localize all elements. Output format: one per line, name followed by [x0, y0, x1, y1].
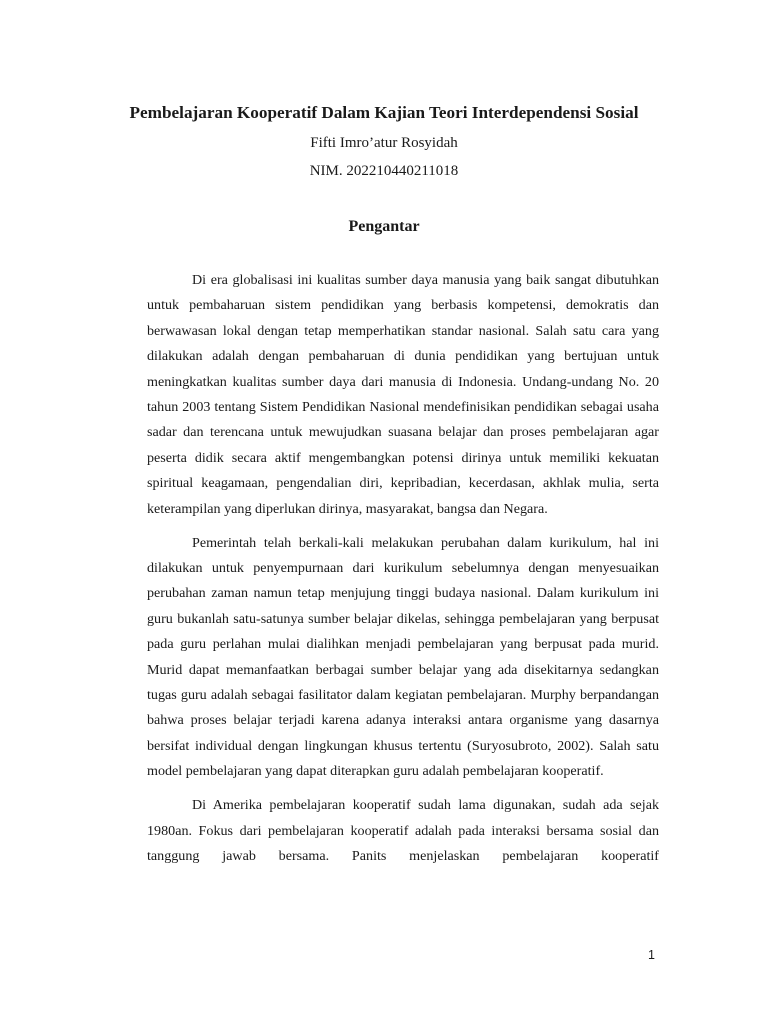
- author-name: Fifti Imro’atur Rosyidah: [310, 135, 458, 151]
- student-id: NIM. 202210440211018: [309, 163, 459, 179]
- section-heading: Pengantar: [348, 218, 420, 235]
- document-title: Pembelajaran Kooperatif Dalam Kajian Teori Interdependensi Sosial: [129, 103, 639, 122]
- body-text: [147, 268, 659, 878]
- page-number: 1: [648, 948, 655, 962]
- paragraph-1: Di era globalisasi ini kualitas sumber daya manusia yang baik sangat dibutuhkan untuk pembaharuan sistem pendidikan yang berbasis kompetensi, demokratis dan berwawasan lokal dengan tetap memperhatikan standar nasional. Salah satu cara yang dilakukan adalah dengan pembaharuan di dunia pendidikan yang bertujuan untuk meningkatkan kualitas sumber daya dari manusia di Indonesia. Undang-undang No. 20 tahun 2003 tentang Sistem Pendidikan Nasional mendefinisikan pendidikan sebagai usaha sadar dan terencana untuk mewujudkan suasana belajar dan proses pembelajaran agar peserta didik secara aktif mengembangkan potensi dirinya untuk memiliki kekuatan spiritual keagamaan, pengendalian diri, kepribadian, kecerdasan, akhlak mulia, serta keterampilan yang diperlukan dirinya, masyarakat, bangsa dan Negara.: [147, 272, 659, 517]
- paragraph-3: Di Amerika pembelajaran kooperatif sudah lama digunakan, sudah ada sejak 1980an. Fokus dari pembelajaran kooperatif adalah pada interaksi bersama sosial dan tanggung jawab bersama. Panits menjelaskan pembelajaran kooperatif: [147, 797, 659, 864]
- paragraph-2: Pemerintah telah berkali-kali melakukan perubahan dalam kurikulum, hal ini dilakukan untuk penyempurnaan dari kurikulum sebelumnya dengan menyesuaikan perubahan zaman namun tetap menjujung tinggi budaya nasional. Dalam kurikulum ini guru bukanlah satu-satunya sumber belajar dikelas, sehingga pembelajaran yang berpusat pada guru perlahan mulai dialihkan menjadi pembelajaran yang berpusat pada murid. Murid dapat memanfaatkan berbagai sumber belajar yang ada disekitarnya sedangkan tugas guru adalah sebagai fasilitator dalam kegiatan pembelajaran. Murphy berpandangan bahwa proses belajar terjadi karena adanya interaksi antara organisme yang dasarnya bersifat individual dengan lingkungan khusus tertentu (Suryosubroto, 2002). Salah satu model pembelajaran yang dapat diterapkan guru adalah pembelajaran kooperatif.: [147, 534, 659, 780]
